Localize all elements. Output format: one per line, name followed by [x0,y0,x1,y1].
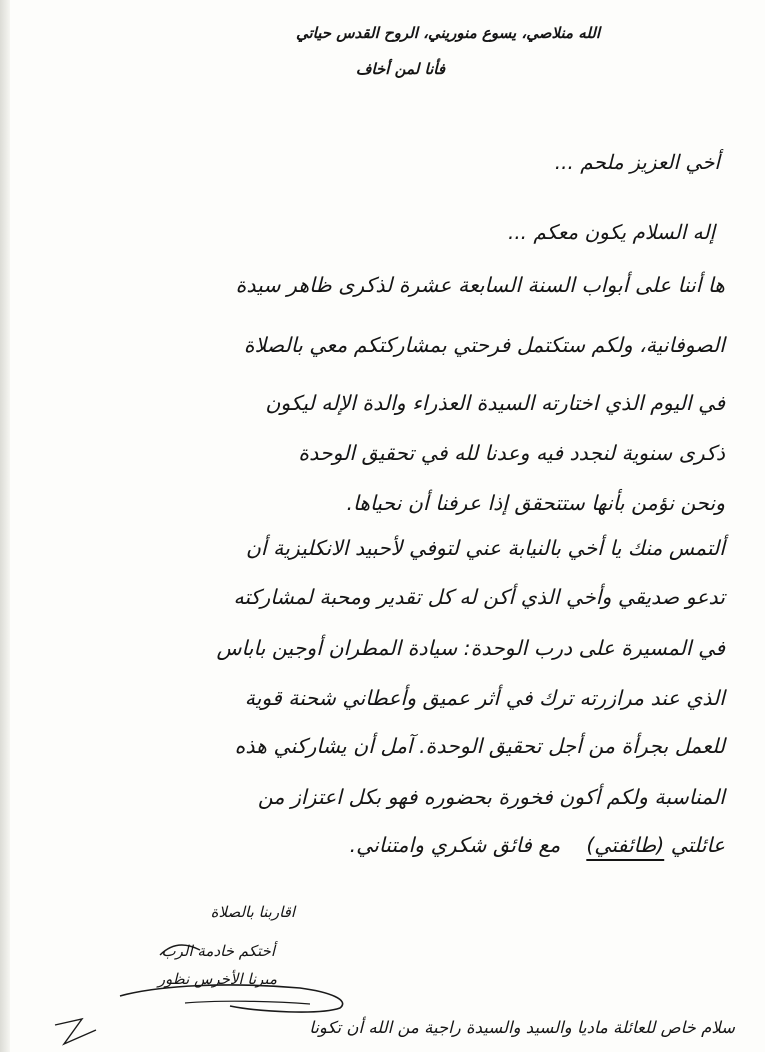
header-subtitle: فأنا لمن أخاف [355,60,445,78]
footer-note: سلام خاص للعائلة ماديا والسيد والسيدة راجية من الله أن تكونا [309,1018,735,1037]
greeting-line: أخي العزيز ملحم ... [554,150,720,174]
body-line-12-underlined: (طائفتي) [586,833,665,857]
body-line-11: المناسبة ولكم أكون فخورة بحضوره فهو بكل اعتزاز من [257,785,725,809]
body-line-7: تدعو صديقي وأخي الذي أكن له كل تقدير ومحبة لمشاركته [233,585,725,609]
body-line-12 [350,835,725,856]
body-line-6: ألتمس منك يا أخي بالنيابة عني لتوفي لأحبيد الانكليزية أن [245,536,725,560]
scan-shadow-edge [0,0,10,1052]
closing-line-1: اقاربنا بالصلاة [210,903,295,921]
body-line-2: الصوفانية، ولكم ستكتمل فرحتي بمشاركتكم معي بالصلاة [243,333,725,357]
body-line-12-suffix: مع فائق شكري وامتناني. [349,833,561,857]
closing-line-2: أختكم خادمة الرب [161,942,275,960]
closing-signature: ميرنا الأخرس نظور [157,970,277,988]
body-line-9: الذي عند مرازرته ترك في أثر عميق وأعطاني شحنة قوية [244,686,725,710]
body-line-4: ذكرى سنوية لنجدد فيه وعدنا لله في تحقيق الوحدة [298,441,725,465]
peace-line: إله السلام يكون معكم ... [507,220,715,244]
body-line-5: ونحن نؤمن بأنها ستتحقق إذا عرفنا أن نحياها. [346,491,725,515]
body-line-8: في المسيرة على درب الوحدة: سيادة المطران أوجين باباس [216,636,725,660]
body-line-12-prefix: عائلتي [670,833,725,857]
body-line-1: ها أننا على أبواب السنة السابعة عشرة لذكرى ظاهر سيدة [235,273,725,297]
body-line-10: للعمل بجرأة من أجل تحقيق الوحدة. آمل أن يشاركني هذه [234,734,725,758]
body-line-3: في اليوم الذي اختارته السيدة العذراء والدة الإله ليكون [265,391,725,415]
header-invocation: الله منلاصي، يسوع منوريني، الروح القدس حياتي [295,24,600,42]
